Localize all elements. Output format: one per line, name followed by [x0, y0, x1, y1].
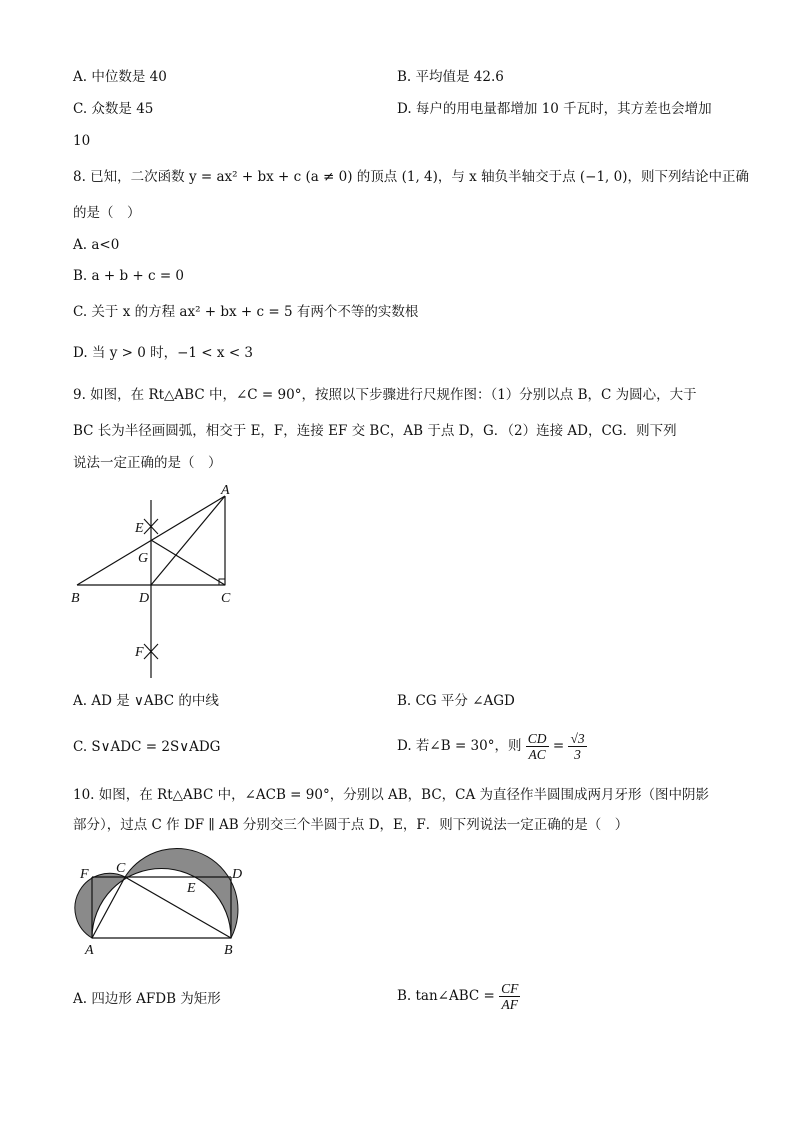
q10-option-b-numerator: CF — [501, 981, 519, 996]
q8-option-b: B. a + b + c = 0 — [73, 268, 185, 284]
q9-label-a: A — [221, 483, 230, 498]
q8-stem-line2: 的是（ ） — [73, 205, 141, 221]
q10-option-b-prefix: B. tan∠ABC = — [397, 988, 495, 1004]
q10-figure — [68, 842, 258, 962]
q7-option-a: A. 中位数是 40 — [73, 69, 167, 85]
q10-stem-line1: 10. 如图，在 Rt△ABC 中，∠ACB = 90°，分别以 AB，BC，CA 为直径作半圆围成两月牙形（图中阴影 — [73, 787, 710, 803]
q10-option-b-fraction — [499, 981, 520, 1012]
q10-label-c: C — [116, 861, 126, 876]
q10-stem-line2: 部分），过点 C 作 DF ∥ AB 分别交三个半圆于点 D，E，F．则下列说法一定正确的是（ ） — [73, 817, 629, 833]
q7-option-d-continued: 10 — [73, 133, 91, 149]
q9-option-d-equals: = — [552, 738, 565, 754]
q9-option-d-denominator: AC — [528, 747, 546, 762]
q9-option-a: A. AD 是 ∨ABC 的中线 — [73, 693, 219, 709]
q9-label-f: F — [135, 645, 144, 660]
q10-label-a: A — [85, 943, 94, 958]
q9-option-d-numerator: CD — [527, 731, 547, 746]
q7-option-d: D. 每户的用电量都增加 10 千瓦时，其方差也会增加 — [397, 101, 712, 117]
q9-option-b: B. CG 平分 ∠AGD — [397, 693, 515, 709]
q9-option-d-rhs — [568, 731, 586, 762]
q9-option-d-rhs-denominator: 3 — [574, 747, 581, 762]
q10-option-b-denominator: AF — [501, 997, 519, 1012]
q10-label-f: F — [80, 867, 89, 882]
q9-option-d — [397, 728, 587, 764]
q8-stem-line1: 8. 已知，二次函数 y = ax² + bx + c (a ≠ 0) 的顶点 (1, 4)，与 x 轴负半轴交于点 (−1, 0)，则下列结论中正确 — [73, 169, 749, 185]
q8-option-a: A. a<0 — [73, 237, 120, 253]
q8-option-d: D. 当 y > 0 时，−1 < x < 3 — [73, 345, 254, 361]
q9-option-d-rhs-numerator: √3 — [570, 731, 585, 746]
q9-label-c: C — [221, 591, 231, 606]
q10-label-b: B — [224, 943, 233, 958]
q10-option-b — [397, 978, 520, 1014]
q10-label-d: D — [232, 867, 243, 882]
q9-label-d: D — [139, 591, 150, 606]
q7-option-c: C. 众数是 45 — [73, 101, 154, 117]
q9-label-b: B — [71, 591, 80, 606]
q9-label-g: G — [138, 551, 149, 566]
q9-stem-line3: 说法一定正确的是（ ） — [73, 455, 222, 471]
q10-option-a: A. 四边形 AFDB 为矩形 — [73, 991, 221, 1007]
q10-label-e: E — [187, 881, 196, 896]
q9-stem-line1: 9. 如图，在 Rt△ABC 中，∠C = 90°，按照以下步骤进行尺规作图：（1）分别以点 B，C 为圆心，大于 — [73, 387, 697, 403]
q9-option-d-prefix: D. 若∠B = 30°，则 — [397, 738, 522, 754]
q8-option-c: C. 关于 x 的方程 ax² + bx + c = 5 有两个不等的实数根 — [73, 304, 419, 320]
q9-figure — [65, 478, 245, 683]
q7-option-b: B. 平均值是 42.6 — [397, 69, 504, 85]
q9-label-e: E — [135, 521, 144, 536]
q9-option-c: C. S∨ADC = 2S∨ADG — [73, 739, 221, 755]
q9-stem-line2: BC 长为半径画圆弧，相交于 E，F，连接 EF 交 BC，AB 于点 D，G．（2）连接 AD，CG．则下列 — [73, 423, 677, 439]
q9-option-d-fraction — [526, 731, 549, 762]
